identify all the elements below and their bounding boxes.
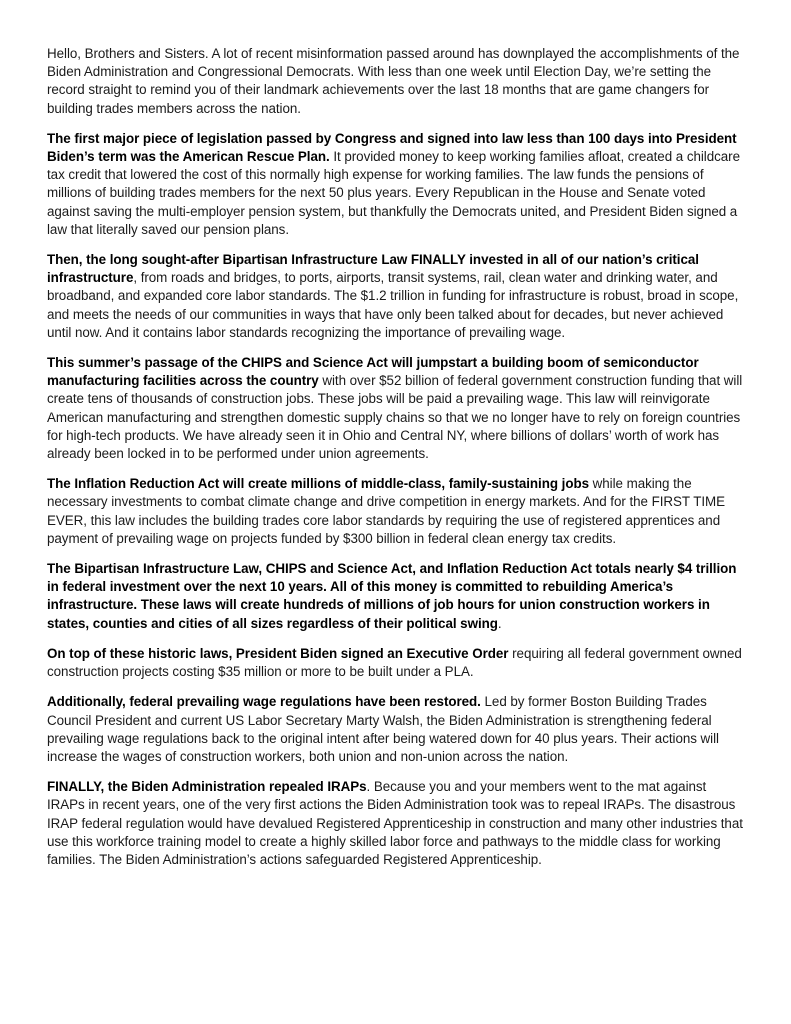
- paragraph-text: . Because you and your members went to the mat against IRAPs in recent years, one of the very first actions the Biden Administration took was to repeal IRAPs. The disastrous IRAP federal regulation would have devalued Registered Apprenticeship in construction and many other industries that use this workforce training model to create a highly skilled labor force and pathways to the middle class for working families. The Biden Administration’s actions safeguarded Registered Apprenticeship.: [47, 779, 743, 867]
- paragraph-american-rescue-plan: [47, 130, 747, 239]
- paragraph-bold-lead: On top of these historic laws, President Biden signed an Executive Order: [47, 645, 509, 661]
- paragraph-bold-lead: Then, the long sought-after Bipartisan Infrastructure Law FINALLY invested in all of our nation’s critical infrastructure: [47, 252, 699, 286]
- paragraph-executive-order: [47, 645, 747, 681]
- paragraph-text: Hello, Brothers and Sisters. A lot of recent misinformation passed around has downplayed the accomplishments of the Biden Administration and Congressional Democrats. With less than one week until Election Day, we’re setting the record straight to remind you of their landmark achievements over the last 18 months that are game changers for building trades members across the nation.: [47, 46, 740, 116]
- letter-body: [47, 45, 747, 881]
- paragraph-inflation-reduction-act: [47, 475, 747, 548]
- paragraph-text: Led by former Boston Building Trades Council President and current US Labor Secretary Marty Walsh, the Biden Administration is strengthening federal prevailing wage regulations back to the original intent after being watered down for 40 plus years. Their actions will increase the wages of construction workers, both union and non-union across the nation.: [47, 694, 719, 764]
- paragraph-irap-repeal: [47, 778, 747, 869]
- paragraph-text: while making the necessary investments to combat climate change and drive competition in energy markets. And for the FIRST TIME EVER, this law includes the building trades core labor standards by requiring the use of registered apprentices and payment of prevailing wage on projects funded by $300 billion in federal clean energy tax credits.: [47, 476, 725, 546]
- paragraph-chips-act: [47, 354, 747, 463]
- paragraph-text: .: [497, 615, 502, 631]
- paragraph-bold-lead: FINALLY, the Biden Administration repealed IRAPs: [47, 779, 367, 795]
- paragraph-text: requiring all federal government owned construction projects costing $35 million or more to be built under a PLA.: [47, 645, 742, 680]
- paragraph-bold-lead: Additionally, federal prevailing wage regulations have been restored.: [47, 694, 481, 710]
- paragraph-bold-lead: The first major piece of legislation passed by Congress and signed into law less than 100 days into President Biden’s term was the American Rescue Plan.: [47, 130, 737, 165]
- paragraph-bold-lead: This summer’s passage of the CHIPS and Science Act will jumpstart a building boom of semiconductor manufacturing facilities across the country: [47, 355, 699, 389]
- paragraph-text: with over $52 billion of federal government construction funding that will create tens of thousands of construction jobs. These jobs will be paid a prevailing wage. This law will reinvigorate American manufacturing and strengthen domestic supply chains so that we no longer have to rely on foreign countries for high-tech products. We have already seen it in Ohio and Central NY, where billions of dollars’ worth of work has already been locked in to be performed under union agreements.: [47, 373, 743, 462]
- paragraph-bold-lead: The Bipartisan Infrastructure Law, CHIPS and Science Act, and Inflation Reduction Act totals nearly $4 trillion in federal investment over the next 10 years. All of this money is committed to rebuilding America’s infrastructure. These laws will create hundreds of millions of job hours for union construction workers in states, counties and cities of all sizes regardless of their political swing: [47, 561, 737, 631]
- paragraph-text: , from roads and bridges, to ports, airports, transit systems, rail, clean water and drinking water, and broadband, and expanded core labor standards. The $1.2 trillion in funding for infrastructure is robust, broad in scope, and meets the needs of our communities in ways that have only been talked about for decades, but never achieved until now. And it contains labor standards recognizing the importance of prevailing wage.: [47, 270, 739, 340]
- paragraph-greeting: [47, 45, 747, 118]
- paragraph-text: It provided money to keep working families afloat, created a childcare tax credit that lowered the cost of this normally high expense for working families. The law funds the pensions of millions of building trades members for the next 50 plus years. Every Republican in the House and Senate voted against saving the multi-employer pension system, but thankfully the Democrats united, and President Biden signed a law that literally saved our pension plans.: [47, 149, 740, 237]
- paragraph-infrastructure-law: [47, 251, 747, 342]
- paragraph-federal-investment: [47, 560, 747, 633]
- paragraph-prevailing-wage: [47, 693, 747, 766]
- paragraph-bold-lead: The Inflation Reduction Act will create millions of middle-class, family-sustaining jobs: [47, 476, 589, 492]
